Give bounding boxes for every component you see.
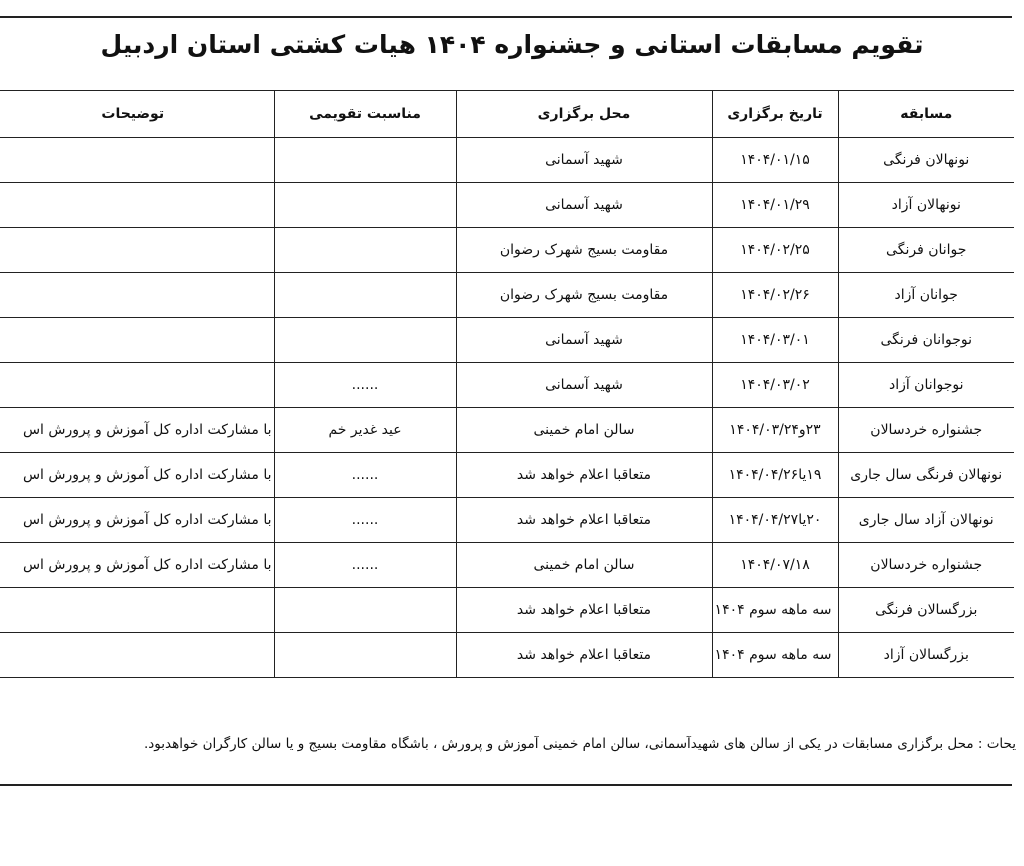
cell-venue: شهید آسمانی [456,138,712,183]
table-row [0,633,1014,678]
cell-competition: جشنواره خردسالان [838,543,1014,588]
cell-notes [0,273,274,318]
cell-venue: متعاقبا اعلام خواهد شد [456,588,712,633]
table-row [0,453,1014,498]
cell-date: ۲۳و۱۴۰۴/۰۳/۲۴ [712,408,838,453]
cell-date: ۱۴۰۴/۰۲/۲۵ [712,228,838,273]
cell-notes [0,633,274,678]
table-row [0,138,1014,183]
cell-date: ۱۹یا۱۴۰۴/۰۴/۲۶ [712,453,838,498]
bottom-rule-line [0,784,1012,786]
header-occasion: مناسبت تقویمی [274,91,456,138]
competition-schedule-table [0,90,1014,678]
cell-competition: نوجوانان فرنگی [838,318,1014,363]
table-row [0,588,1014,633]
table-row [0,183,1014,228]
table-row [0,543,1014,588]
document-title: تقویم مسابقات استانی و جشنواره ۱۴۰۴ هیات کشتی استان اردبیل [100,30,924,59]
cell-competition: جوانان فرنگی [838,228,1014,273]
cell-occasion [274,318,456,363]
cell-notes: با مشارکت اداره کل آموزش و پرورش اس [0,498,274,543]
cell-date: سه ماهه سوم ۱۴۰۴ [712,633,838,678]
cell-occasion: ...... [274,498,456,543]
cell-venue: متعاقبا اعلام خواهد شد [456,453,712,498]
header-competition: مسابقه [838,91,1014,138]
table-body [0,138,1014,678]
table-row [0,318,1014,363]
cell-notes [0,318,274,363]
footnote-text: یحات : محل برگزاری مسابقات در یکی از سالن های شهیدآسمانی، سالن امام خمینی آموزش و پرورش ، باشگاه مقاومت بسیج و یا سالن کارگران خواهدبود. [143,736,1016,752]
cell-occasion: ...... [274,543,456,588]
cell-competition: نوجوانان آزاد [838,363,1014,408]
cell-date: ۱۴۰۴/۰۱/۱۵ [712,138,838,183]
cell-notes [0,363,274,408]
cell-date: ۱۴۰۴/۰۳/۰۲ [712,363,838,408]
cell-date: ۱۴۰۴/۰۲/۲۶ [712,273,838,318]
cell-venue: سالن امام خمینی [456,543,712,588]
cell-venue: مقاومت بسیج شهرک رضوان [456,228,712,273]
cell-venue: شهید آسمانی [456,183,712,228]
cell-notes [0,183,274,228]
cell-venue: مقاومت بسیج شهرک رضوان [456,273,712,318]
table-row [0,228,1014,273]
cell-occasion [274,273,456,318]
cell-venue: شهید آسمانی [456,363,712,408]
cell-occasion [274,588,456,633]
cell-occasion [274,183,456,228]
cell-notes [0,588,274,633]
header-venue: محل برگزاری [456,91,712,138]
cell-notes: با مشارکت اداره کل آموزش و پرورش اس [0,408,274,453]
cell-competition: جشنواره خردسالان [838,408,1014,453]
cell-date: سه ماهه سوم ۱۴۰۴ [712,588,838,633]
cell-date: ۲۰یا۱۴۰۴/۰۴/۲۷ [712,498,838,543]
cell-venue: سالن امام خمینی [456,408,712,453]
cell-occasion [274,228,456,273]
cell-competition: بزرگسالان آزاد [838,633,1014,678]
table-row [0,498,1014,543]
cell-competition: نونهالان آزاد سال جاری [838,498,1014,543]
cell-competition: جوانان آزاد [838,273,1014,318]
cell-competition: نونهالان فرنگی سال جاری [838,453,1014,498]
cell-occasion [274,633,456,678]
cell-occasion: ...... [274,453,456,498]
header-date: تاریخ برگزاری [712,91,838,138]
cell-venue: متعاقبا اعلام خواهد شد [456,498,712,543]
cell-occasion: عید غدیر خم [274,408,456,453]
cell-venue: متعاقبا اعلام خواهد شد [456,633,712,678]
cell-date: ۱۴۰۴/۰۷/۱۸ [712,543,838,588]
table-row [0,273,1014,318]
cell-date: ۱۴۰۴/۰۳/۰۱ [712,318,838,363]
cell-notes [0,138,274,183]
table-row [0,408,1014,453]
table-header-row [0,91,1014,138]
cell-date: ۱۴۰۴/۰۱/۲۹ [712,183,838,228]
cell-venue: شهید آسمانی [456,318,712,363]
table-row [0,363,1014,408]
header-notes: توضیحات [0,91,274,138]
cell-notes [0,228,274,273]
top-rule-line [0,16,1012,18]
cell-notes: با مشارکت اداره کل آموزش و پرورش اس [0,453,274,498]
cell-competition: نونهالان فرنگی [838,138,1014,183]
cell-occasion: ...... [274,363,456,408]
cell-competition: بزرگسالان فرنگی [838,588,1014,633]
cell-occasion [274,138,456,183]
cell-notes: با مشارکت اداره کل آموزش و پرورش اس [0,543,274,588]
cell-competition: نونهالان آزاد [838,183,1014,228]
